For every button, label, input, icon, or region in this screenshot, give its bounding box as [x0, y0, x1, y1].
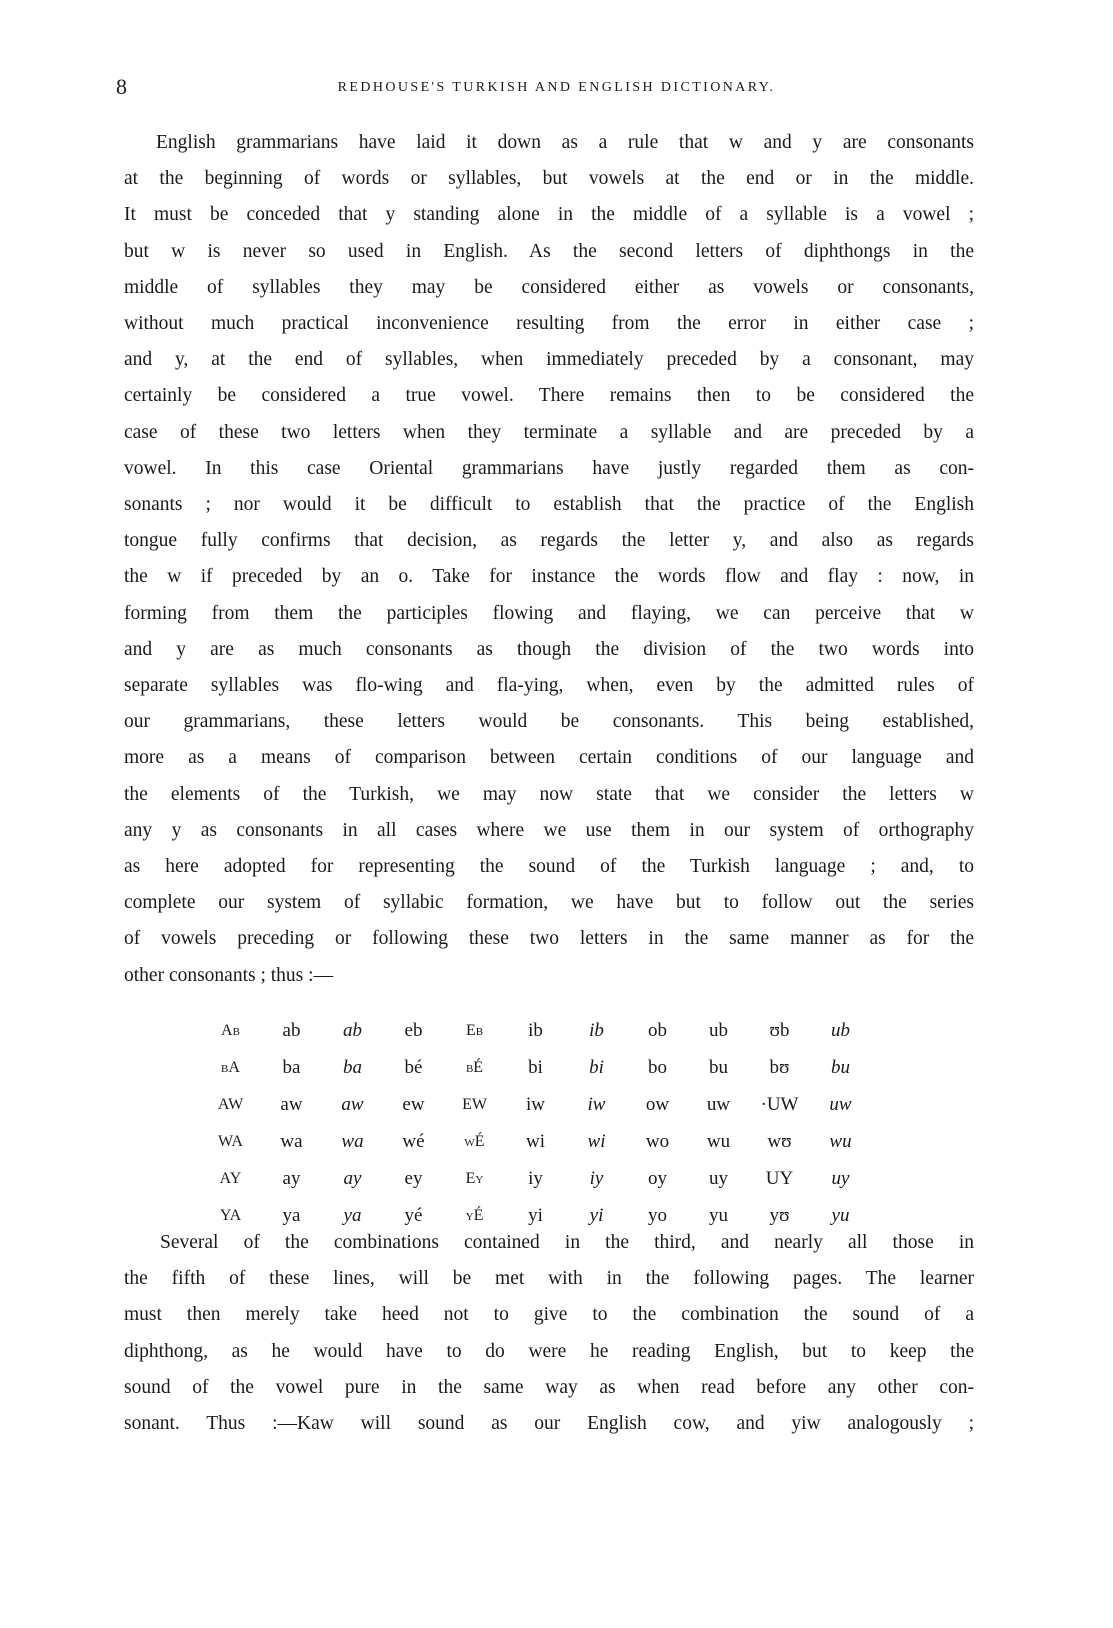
syllable-cell: bu: [709, 1056, 728, 1078]
syllable-cell: aw: [280, 1093, 303, 1115]
syllable-cell: ob: [648, 1019, 667, 1041]
paragraph-1: [124, 125, 974, 994]
syllable-cell: aw: [341, 1093, 364, 1115]
text-line: must then merely take heed not to give to the combination the sound of a: [124, 1304, 974, 1326]
syllable-cell: uy: [831, 1167, 850, 1189]
syllable-cell: yʊ: [769, 1204, 790, 1226]
text-line: diphthong, as he would have to do were he reading English, but to keep the: [124, 1340, 974, 1362]
text-line: at the beginning of words or syllables, but vowels at the end or in the middle.: [124, 168, 974, 190]
syllable-cell: bÉ: [465, 1058, 484, 1076]
syllable-row: [200, 1086, 871, 1123]
syllable-cell: ay: [343, 1167, 362, 1189]
syllable-cell: iw: [526, 1093, 545, 1115]
syllable-cell: iy: [528, 1167, 543, 1189]
text-line: any y as consonants in all cases where we use them in our system of orthography: [124, 819, 974, 841]
syllable-cell: ow: [645, 1093, 670, 1115]
syllable-row: [200, 1160, 871, 1197]
text-line: certainly be considered a true vowel. There remains then to be considered the: [124, 385, 974, 407]
syllable-cell: ib: [528, 1019, 543, 1041]
syllable-cell: WA: [218, 1132, 243, 1150]
syllable-cell: yu: [709, 1204, 728, 1226]
syllable-cell: wi: [587, 1130, 606, 1152]
text-line: as here adopted for representing the sound of the Turkish language ; and, to: [124, 856, 974, 878]
text-line: tongue fully confirms that decision, as regards the letter y, and also as regards: [124, 530, 974, 552]
syllable-cell: eb: [404, 1019, 423, 1041]
text-line: other consonants ; thus :—: [124, 964, 334, 986]
text-line: complete our system of syllabic formation, we have but to follow out the series: [124, 892, 974, 914]
syllable-cell: ya: [343, 1204, 362, 1226]
syllable-cell: iy: [589, 1167, 604, 1189]
syllable-cell: yu: [831, 1204, 850, 1226]
syllable-cell: wi: [526, 1130, 545, 1152]
text-line: middle of syllables they may be considered either as vowels or consonants,: [124, 276, 974, 298]
syllable-cell: yÉ: [465, 1206, 484, 1224]
syllable-cell: ub: [831, 1019, 850, 1041]
syllable-table: [200, 1012, 871, 1234]
text-line: case of these two letters when they terminate a syllable and are preceded by a: [124, 421, 974, 443]
syllable-cell: YA: [219, 1206, 242, 1224]
syllable-cell: bi: [528, 1056, 543, 1078]
text-line: and y, at the end of syllables, when immediately preceded by a consonant, may: [124, 349, 974, 371]
text-line: English grammarians have laid it down as a rule that w and y are consonants: [156, 132, 974, 153]
syllable-cell: wé: [402, 1130, 425, 1152]
syllable-cell: wa: [280, 1130, 303, 1152]
syllable-cell: ·UW: [760, 1093, 799, 1115]
text-line: more as a means of comparison between certain conditions of our language and: [124, 747, 974, 769]
text-line: Several of the combinations contained in the third, and nearly all those in: [160, 1232, 974, 1253]
syllable-cell: AW: [217, 1095, 244, 1113]
syllable-cell: bu: [831, 1056, 850, 1078]
syllable-cell: uw: [829, 1093, 852, 1115]
syllable-cell: oy: [648, 1167, 667, 1189]
syllable-cell: bo: [648, 1056, 667, 1078]
syllable-cell: ab: [343, 1019, 362, 1041]
paragraph-2: [124, 1225, 974, 1442]
syllable-cell: UY: [765, 1167, 794, 1189]
syllable-cell: uy: [709, 1167, 728, 1189]
syllable-cell: ub: [709, 1019, 728, 1041]
text-line: It must be conceded that y standing alone in the middle of a syllable is a vowel ;: [124, 204, 974, 226]
syllable-cell: ba: [282, 1056, 301, 1078]
syllable-cell: wu: [829, 1130, 852, 1152]
syllable-row: [200, 1012, 871, 1049]
syllable-cell: yo: [648, 1204, 667, 1226]
syllable-cell: ew: [402, 1093, 425, 1115]
syllable-cell: wa: [341, 1130, 364, 1152]
syllable-cell: ba: [343, 1056, 362, 1078]
syllable-cell: yé: [404, 1204, 423, 1226]
syllable-cell: bé: [404, 1056, 423, 1078]
syllable-cell: wu: [706, 1130, 731, 1152]
syllable-cell: bʊ: [769, 1056, 790, 1078]
syllable-cell: AY: [219, 1169, 242, 1187]
text-line: our grammarians, these letters would be consonants. This being established,: [124, 711, 974, 733]
syllable-cell: Ey: [465, 1169, 484, 1187]
text-line: and y are as much consonants as though the division of the two words into: [124, 638, 974, 660]
syllable-cell: ib: [589, 1019, 604, 1041]
syllable-cell: bA: [221, 1058, 240, 1076]
page-number: 8: [116, 74, 127, 99]
syllable-row: [200, 1049, 871, 1086]
syllable-cell: Ab: [221, 1021, 240, 1039]
text-line: separate syllables was flo-wing and fla-ying, when, even by the admitted rules of: [124, 675, 974, 697]
syllable-cell: wo: [645, 1130, 670, 1152]
text-line: sonant. Thus :—Kaw will sound as our English cow, and yiw analogously ;: [124, 1413, 974, 1435]
syllable-cell: ay: [282, 1167, 301, 1189]
running-head: REDHOUSE'S TURKISH AND ENGLISH DICTIONARY.: [337, 80, 776, 95]
syllable-cell: uw: [706, 1093, 731, 1115]
text-line: sonants ; nor would it be difficult to establish that the practice of the English: [124, 494, 974, 516]
text-line: the fifth of these lines, will be met with in the following pages. The learner: [124, 1268, 974, 1290]
syllable-cell: yi: [528, 1204, 543, 1226]
text-line: the w if preceded by an o. Take for instance the words flow and flay : now, in: [124, 566, 974, 588]
syllable-cell: wÉ: [464, 1132, 485, 1150]
syllable-cell: Eb: [465, 1021, 484, 1039]
text-line: but w is never so used in English. As the second letters of diphthongs in the: [124, 240, 974, 262]
syllable-cell: wʊ: [767, 1130, 792, 1152]
syllable-cell: ʊb: [769, 1019, 790, 1041]
syllable-cell: bi: [589, 1056, 604, 1078]
text-line: forming from them the participles flowing and flaying, we can perceive that w: [124, 602, 974, 624]
text-line: of vowels preceding or following these two letters in the same manner as for the: [124, 928, 974, 950]
syllable-cell: EW: [462, 1095, 487, 1113]
text-line: sound of the vowel pure in the same way as when read before any other con-: [124, 1376, 974, 1398]
syllable-row: [200, 1123, 871, 1160]
syllable-cell: ab: [282, 1019, 301, 1041]
syllable-cell: iw: [587, 1093, 606, 1115]
syllable-cell: yi: [589, 1204, 604, 1226]
text-line: the elements of the Turkish, we may now state that we consider the letters w: [124, 783, 974, 805]
text-line: without much practical inconvenience resulting from the error in either case ;: [124, 313, 974, 335]
syllable-cell: ey: [404, 1167, 423, 1189]
text-line: vowel. In this case Oriental grammarians have justly regarded them as con-: [124, 457, 974, 479]
syllable-cell: ya: [282, 1204, 301, 1226]
